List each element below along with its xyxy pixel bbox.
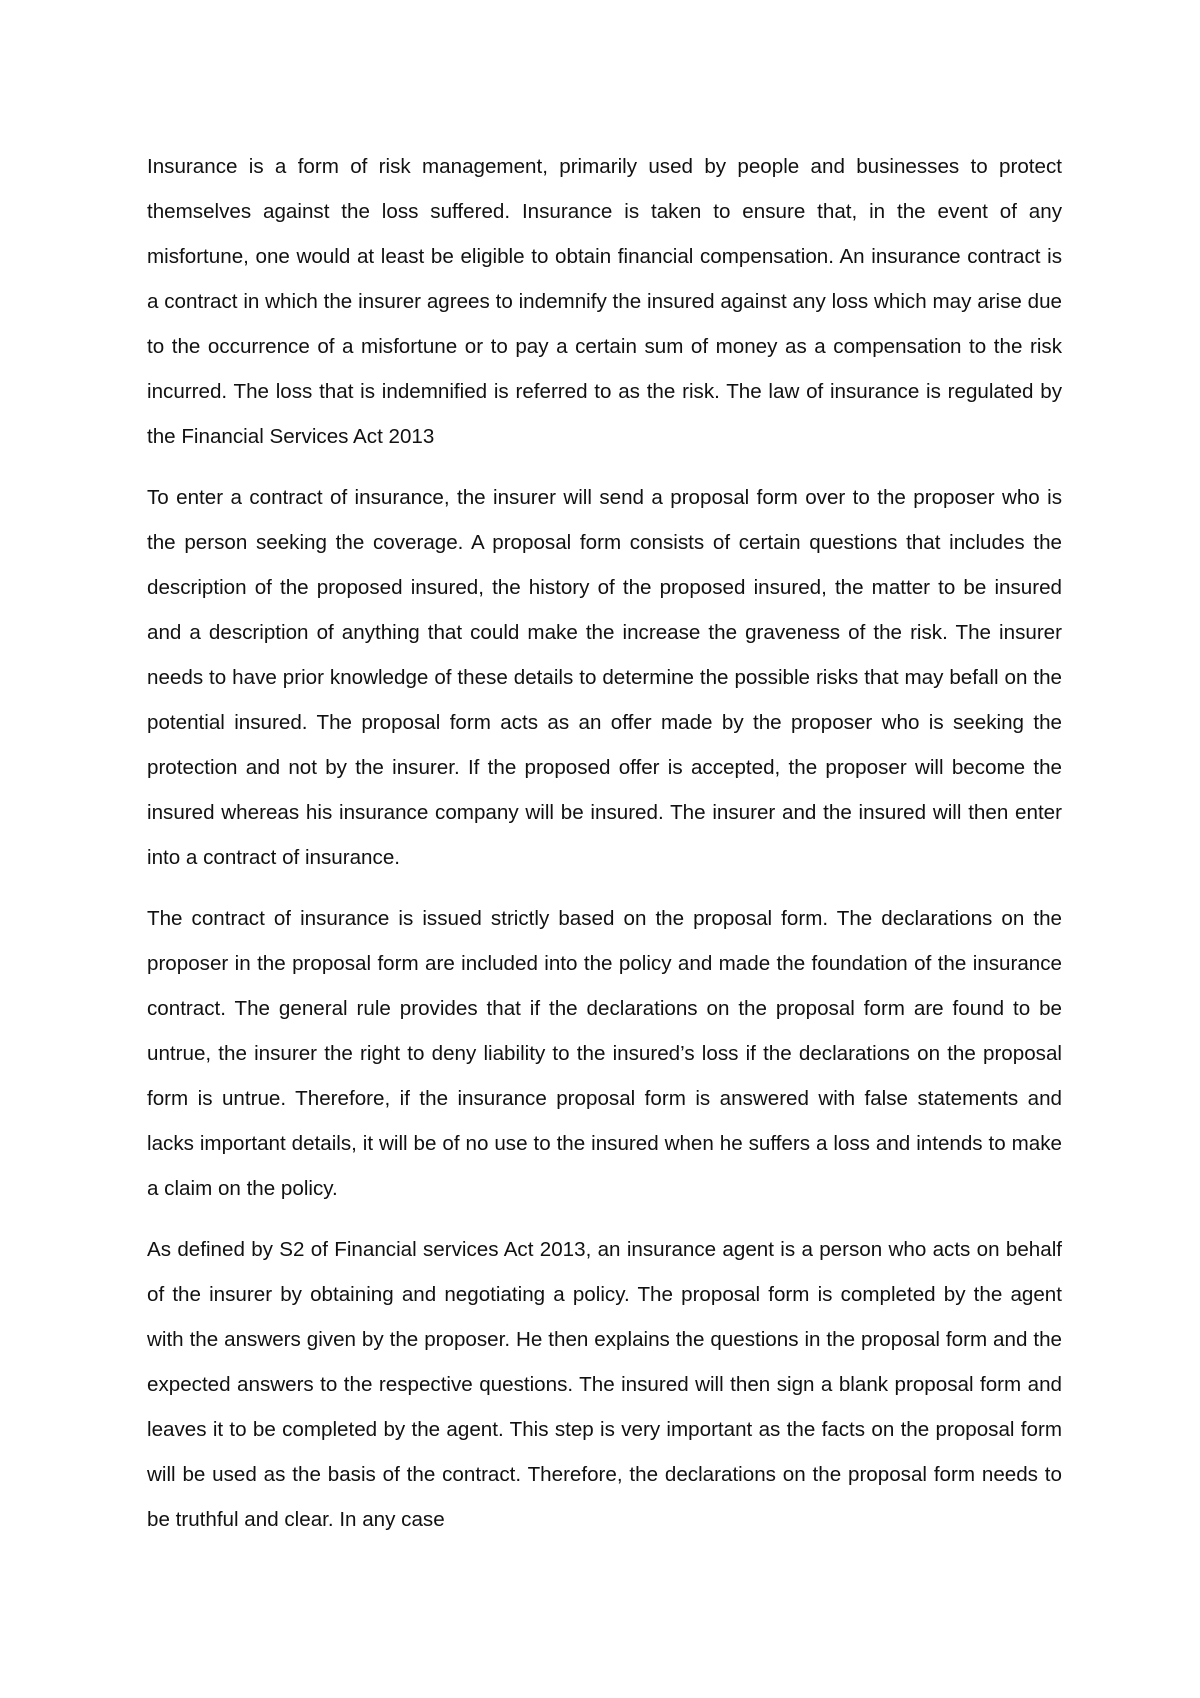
paragraph-3: The contract of insurance is issued strictly based on the proposal form. The declarations on the proposer in the proposal form are included into the policy and made the foundation of the insurance contract. The general rule provides that if the declarations on the proposal form are found to be untrue, the insurer the right to deny liability to the insured’s loss if the declarations on the proposal form is untrue. Therefore, if the insurance proposal form is answered with false statements and lacks important details, it will be of no use to the insured when he suffers a loss and intends to make a claim on the policy. (147, 907, 1062, 1200)
paragraph-2: To enter a contract of insurance, the insurer will send a proposal form over to the proposer who is the person seeking the coverage. A proposal form consists of certain questions that includes the description of the proposed insured, the history of the proposed insured, the matter to be insured and a description of anything that could make the increase the graveness of the risk. The insurer needs to have prior knowledge of these details to determine the possible risks that may befall on the potential insured. The proposal form acts as an offer made by the proposer who is seeking the protection and not by the insurer. If the proposed offer is accepted, the proposer will become the insured whereas his insurance company will be insured. The insurer and the insured will then enter into a contract of insurance. (147, 486, 1062, 869)
paragraph-1: Insurance is a form of risk management, primarily used by people and businesses to protect themselves against the loss suffered. Insurance is taken to ensure that, in the event of any misfortune, one would at least be eligible to obtain financial compensation. An insurance contract is a contract in which the insurer agrees to indemnify the insured against any loss which may arise due to the occurrence of a misfortune or to pay a certain sum of money as a compensation to the risk incurred. The loss that is indemnified is referred to as the risk. The law of insurance is regulated by the Financial Services Act 2013 (147, 155, 1062, 448)
document-body (147, 144, 1062, 1558)
paragraph-4: As defined by S2 of Financial services Act 2013, an insurance agent is a person who acts on behalf of the insurer by obtaining and negotiating a policy. The proposal form is completed by the agent with the answers given by the proposer. He then explains the questions in the proposal form and the expected answers to the respective questions. The insured will then sign a blank proposal form and leaves it to be completed by the agent. This step is very important as the facts on the proposal form will be used as the basis of the contract. Therefore, the declarations on the proposal form needs to be truthful and clear. In any case (147, 1238, 1062, 1531)
